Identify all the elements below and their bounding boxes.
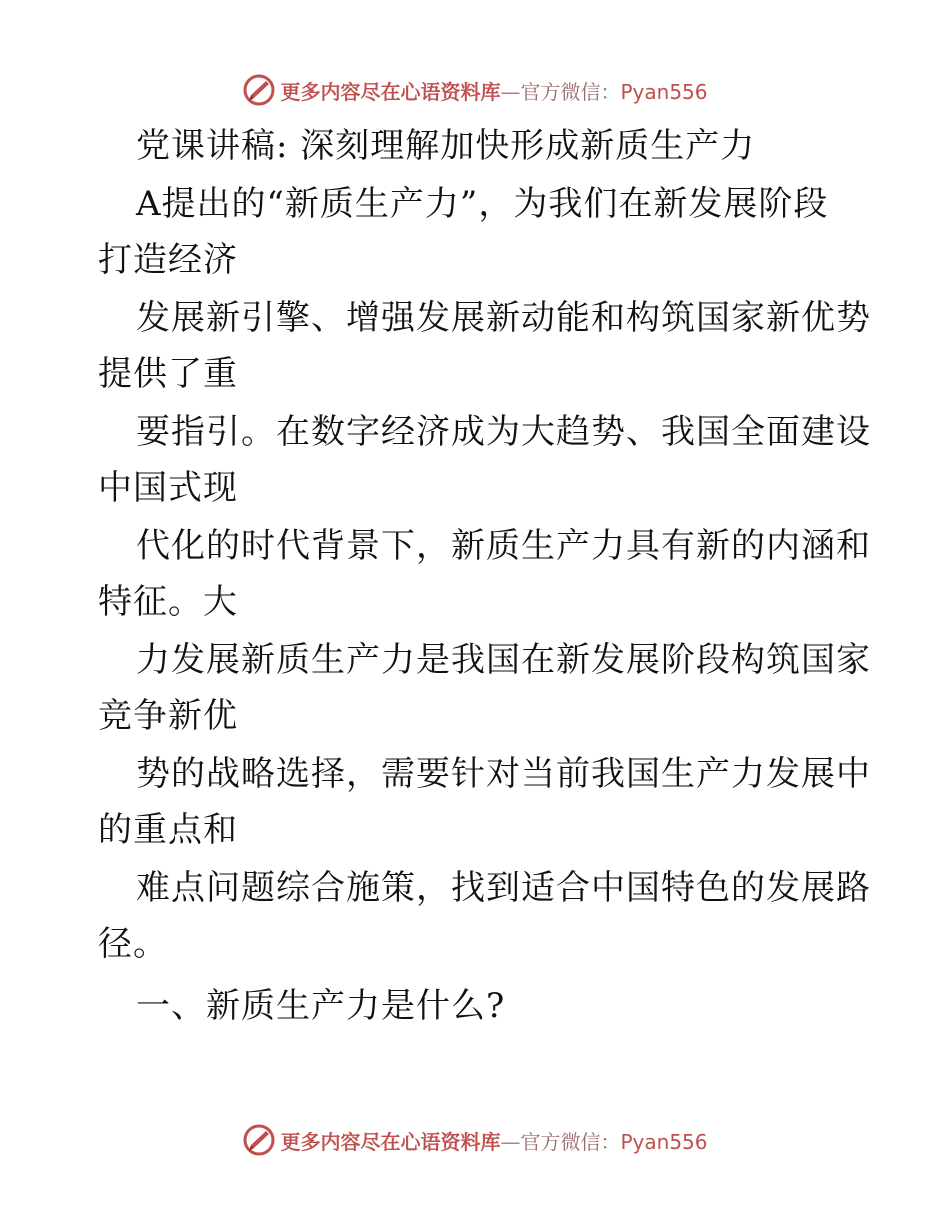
watermark-sub: 官方微信： (520, 79, 621, 104)
paragraph-line-wrap: 打造经济 (98, 240, 238, 280)
paragraph-line: A提出的“新质生产力”，为我们在新发展阶段 (136, 184, 829, 224)
watermark-text (280, 1126, 707, 1155)
watermark-dash: — (500, 79, 521, 104)
watermark-dash: — (500, 1129, 521, 1154)
logo-icon (242, 1123, 276, 1157)
watermark-id: Pyan556 (620, 1129, 708, 1154)
footer-watermark (0, 1120, 950, 1160)
paragraph-line-wrap: 径。 (98, 924, 168, 964)
paragraph-line: 难点问题综合施策，找到适合中国特色的发展路 (136, 868, 871, 908)
paragraph-line-wrap: 的重点和 (98, 810, 238, 850)
watermark-main: 更多内容尽在心语资料库 (280, 1129, 501, 1154)
document-body (98, 118, 871, 1034)
logo-icon (242, 73, 276, 107)
paragraph-line-wrap: 提供了重 (98, 354, 238, 394)
paragraph-line: 代化的时代背景下，新质生产力具有新的内涵和 (136, 526, 871, 566)
paragraph-line-wrap: 特征。大 (98, 582, 238, 622)
section-heading: 一、新质生产力是什么? (136, 986, 506, 1026)
paragraph-line-wrap: 竞争新优 (98, 696, 238, 736)
paragraph-line: 势的战略选择，需要针对当前我国生产力发展中 (136, 754, 871, 794)
watermark-sub: 官方微信： (520, 1129, 621, 1154)
watermark-main: 更多内容尽在心语资料库 (280, 79, 501, 104)
paragraph-line: 力发展新质生产力是我国在新发展阶段构筑国家 (136, 640, 871, 680)
watermark-id: Pyan556 (620, 79, 708, 104)
paragraph-line-wrap: 中国式现 (98, 468, 238, 508)
watermark-text (280, 76, 707, 105)
paragraph-line: 要指引。在数字经济成为大趋势、我国全面建设 (136, 412, 871, 452)
document-title: 党课讲稿: 深刻理解加快形成新质生产力 (136, 126, 756, 166)
header-watermark (0, 70, 950, 110)
paragraph-line: 发展新引擎、增强发展新动能和构筑国家新优势 (136, 298, 871, 338)
